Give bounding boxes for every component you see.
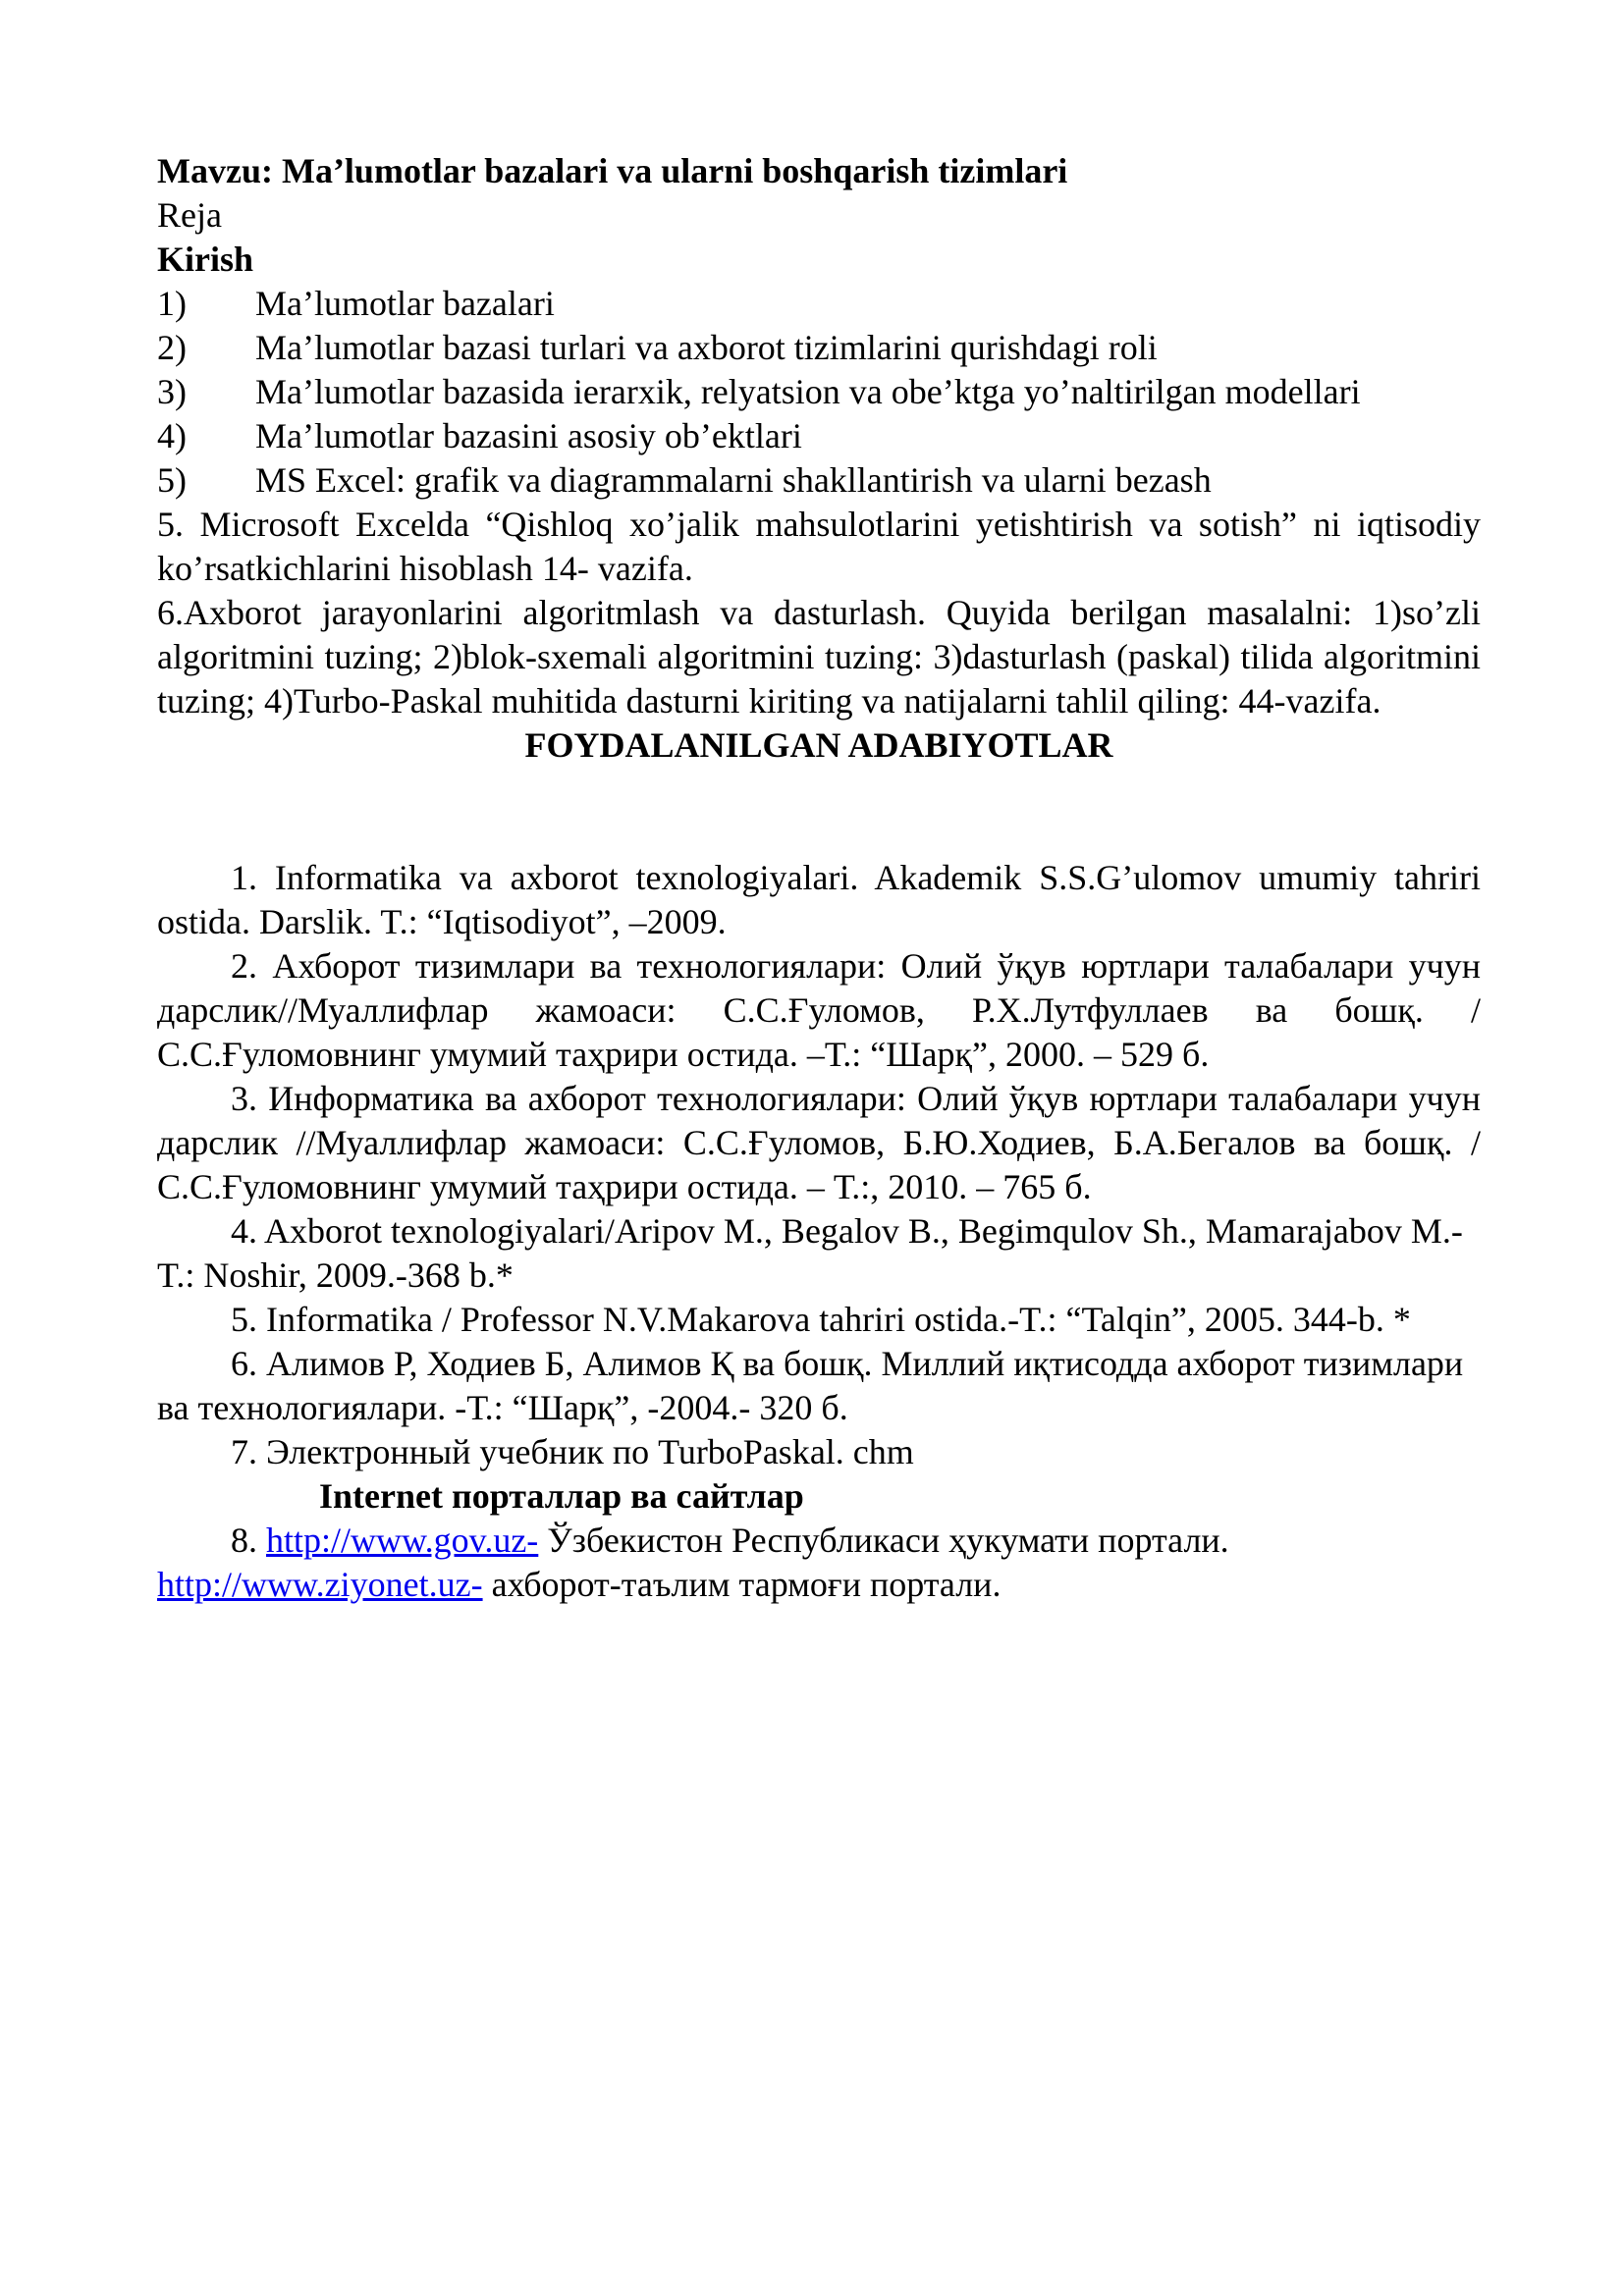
plan-item-number: 3) (157, 372, 187, 411)
reference-item: 6. Алимов Р, Ходиев Б, Алимов Қ ва бошқ. Миллий иқтисодда ахборот тизимлари ва технологиялари. -Т.: “Шарқ”, -2004.- 320 б. (157, 1344, 1464, 1427)
reference-item: 7. Электронный учебник по TurboPaskal. chm (231, 1432, 914, 1471)
ziyonet-description: ахборот-таълим тармоғи портали. (482, 1565, 1001, 1604)
reference-item: 3. Информатика ва ахборот технологиялари: Олий ўқув юртлари талабалари учун дарслик //Муаллифлар жамоаси: С.С.Ғуломов, Б.Ю.Ходиев, Б.А.Бегалов ва бошқ. / С.С.Ғуломовнинг умумий таҳрири остида. – Т.:, 2010. – 765 б. (157, 1079, 1481, 1206)
plan-item-text: Ma’lumotlar bazasida ierarxik, relyatsion va obe’ktga yo’naltirilgan modellari (255, 372, 1361, 411)
links-item-number: 8. (231, 1521, 266, 1560)
gov-uz-link[interactable]: http://www.gov.uz- (266, 1521, 539, 1560)
reja-label: Reja (157, 195, 222, 235)
reference-item: 2. Ахборот тизимлари ва технологиялари: Олий ўқув юртлари талабалари учун дарслик//Муаллифлар жамоаси: С.С.Ғуломов, Р.Х.Лутфуллаев ва бошқ. /С.С.Ғуломовнинг умумий таҳрири остида. –Т.: “Шарқ”, 2000. – 529 б. (157, 946, 1481, 1074)
reference-item: 5. Informatika / Professor N.V.Makarova tahriri ostida.-T.: “Talqin”, 2005. 344-b. * (231, 1300, 1411, 1339)
plan-item (157, 458, 1481, 503)
plan-item-number: 4) (157, 416, 187, 455)
plan-item-text: Ma’lumotlar bazasi turlari va axborot tizimlarini qurishdagi roli (255, 328, 1158, 367)
spacer (157, 768, 1481, 856)
task-5-paragraph: 5. Microsoft Excelda “Qishloq xo’jalik mahsulotlarini yetishtirish va sotish” ni iqtisodiy ko’rsatkichlarini hisoblash 14- vazifa. (157, 505, 1481, 588)
plan-item-number: 1) (157, 284, 187, 323)
plan-item (157, 282, 1481, 326)
plan-item (157, 370, 1481, 414)
reference-item: 4. Axborot texnologiyalari/Aripov M., Begalov B., Begimqulov Sh., Mamarajabov M.-T.: Noshir, 2009.-368 b.* (157, 1211, 1463, 1295)
references-list (157, 856, 1481, 1474)
plan-item (157, 414, 1481, 458)
document-page (157, 149, 1481, 1607)
plan-item-text: Ma’lumotlar bazalari (255, 284, 555, 323)
reference-item: 1. Informatika va axborot texnologiyalari. Akademik S.S.G’ulomov umumiy tahriri ostida. Darslik. T.: “Iqtisodiyot”, –2009. (157, 858, 1481, 941)
plan-item-number: 2) (157, 328, 187, 367)
plan-item-text: MS Excel: grafik va diagrammalarni shakllantirish va ularni bezash (255, 460, 1212, 500)
internet-heading: Internet порталлар ва сайтлар (319, 1476, 804, 1516)
links-paragraph (157, 1519, 1481, 1563)
plan-item-number: 5) (157, 460, 187, 500)
plan-item (157, 326, 1481, 370)
references-heading: FOYDALANILGAN ADABIYOTLAR (524, 725, 1113, 765)
links-paragraph-continued (157, 1563, 1481, 1607)
plan-item-text: Ma’lumotlar bazasini asosiy ob’ektlari (255, 416, 802, 455)
task-6-paragraph: 6.Axborot jarayonlarini algoritmlash va dasturlash. Quyida berilgan masalalni: 1)so’zli algoritmini tuzing; 2)blok-sxemali algoritmini tuzing: 3)dasturlash (paskal) tilida algoritmini tuzing; 4)Turbo-Paskal muhitida dasturni kiriting va natijalarni tahlil qiling: 44-vazifa. (157, 593, 1481, 721)
kirish-label: Kirish (157, 240, 254, 279)
gov-uz-description: Ўзбекистон Республикаси ҳукумати портали. (538, 1521, 1229, 1560)
plan-list (157, 282, 1481, 503)
document-title: Mavzu: Ma’lumotlar bazalari va ularni boshqarish tizimlari (157, 151, 1068, 190)
ziyonet-link[interactable]: http://www.ziyonet.uz- (157, 1565, 483, 1604)
